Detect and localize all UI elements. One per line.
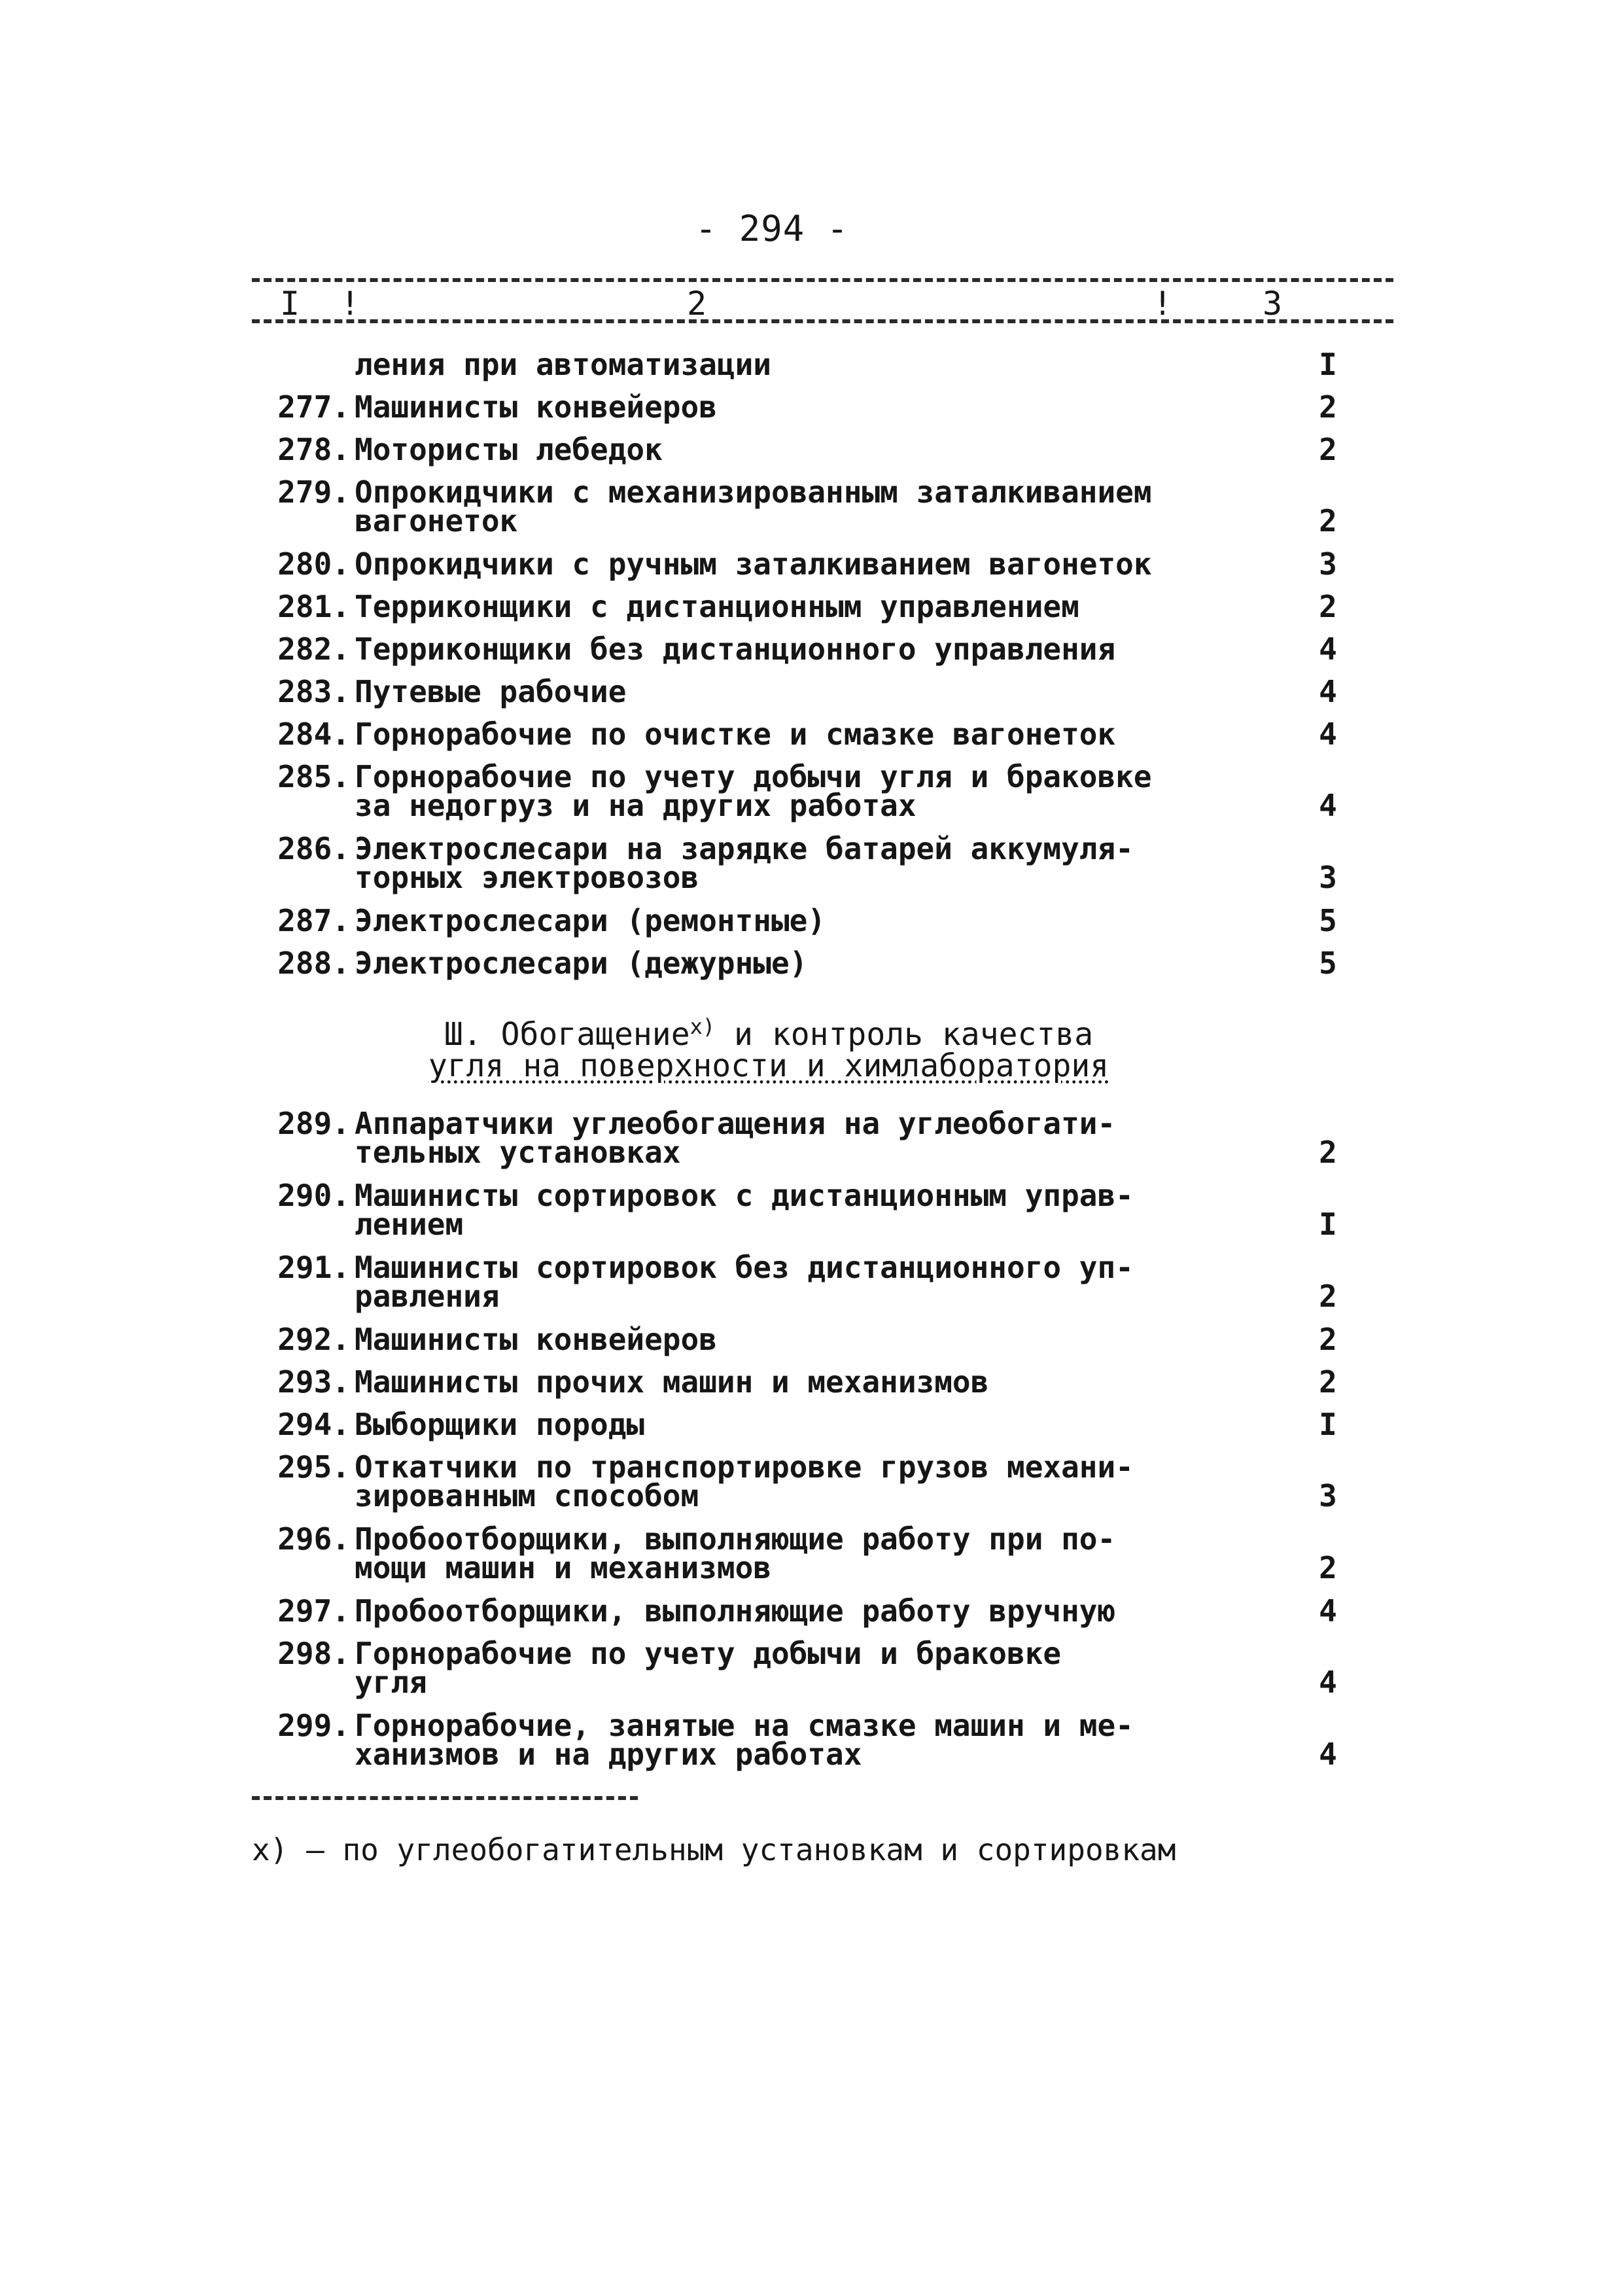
section-heading-text: Ш. Обогащение	[444, 1016, 690, 1053]
row-profession: ления при автоматизации	[355, 347, 771, 382]
row-number: 296.	[277, 1521, 350, 1557]
footnote: х) – по углеобогатительным установкам и сортировкам	[252, 1832, 1176, 1867]
row-profession: Машинисты сортировок с дистанционным управ- лением	[355, 1178, 1134, 1242]
row-category: 4	[1319, 1665, 1337, 1700]
row-number: 292.	[277, 1322, 350, 1357]
row-category: 2	[1319, 503, 1337, 539]
row-number: 293.	[277, 1364, 350, 1400]
row-category: I	[1319, 1407, 1337, 1442]
row-number: 282.	[277, 631, 350, 667]
section-heading-text: и контроль качества	[715, 1016, 1094, 1053]
section-heading-line-1	[393, 1011, 1145, 1053]
row-number: 281.	[277, 589, 350, 624]
row-number: 277.	[277, 389, 350, 425]
row-category: 3	[1319, 860, 1337, 895]
row-category: 4	[1319, 1593, 1337, 1629]
row-profession: Машинисты конвейеров	[355, 389, 717, 425]
row-category: 2	[1319, 1135, 1337, 1170]
row-number: 284.	[277, 716, 350, 752]
row-category: I	[1319, 347, 1337, 382]
row-category: 2	[1319, 1322, 1337, 1357]
row-number: 295.	[277, 1449, 350, 1485]
row-number: 299.	[277, 1708, 350, 1743]
column-header-3: 3	[1263, 285, 1283, 323]
row-number: 280.	[277, 546, 350, 582]
row-profession: Путевые рабочие	[355, 674, 627, 709]
row-profession: Машинисты сортировок без дистанционного уп- равления	[355, 1250, 1134, 1314]
column-separator: !	[1153, 285, 1173, 323]
row-category: 3	[1319, 546, 1337, 582]
footnote-marker: х)	[689, 1014, 716, 1039]
row-category: 3	[1319, 1478, 1337, 1513]
row-profession: Горнорабочие, занятые на смазке машин и ме- ханизмов и на других работах	[355, 1708, 1134, 1772]
row-category: 4	[1319, 674, 1337, 709]
row-profession: Электрослесари (дежурные)	[355, 945, 808, 981]
row-profession: Откатчики по транспортировке грузов механи- зированным способом	[355, 1449, 1134, 1513]
row-category: 2	[1319, 1550, 1337, 1585]
column-header-2: 2	[687, 285, 707, 323]
row-number: 279.	[277, 474, 350, 510]
row-number: 285.	[277, 759, 350, 794]
footnote-rule	[252, 1796, 638, 1800]
row-category: 2	[1319, 589, 1337, 624]
section-heading-line-2: угля на поверхности и химлаборатория	[428, 1048, 1109, 1084]
row-profession: Машинисты конвейеров	[355, 1322, 717, 1357]
row-number: 298.	[277, 1636, 350, 1671]
row-profession: Машинисты прочих машин и механизмов	[355, 1364, 989, 1400]
row-profession: Электрослесари на зарядке батарей аккумуля- торных электровозов	[355, 831, 1134, 895]
row-category: 5	[1319, 945, 1337, 981]
row-profession: Выборщики породы	[355, 1407, 645, 1442]
row-category: 4	[1319, 788, 1337, 823]
row-profession: Горнорабочие по учету добычи угля и браковке за недогруз и на других работах	[355, 759, 1152, 823]
row-number: 283.	[277, 674, 350, 709]
row-category: 5	[1319, 903, 1337, 938]
row-profession: Терриконщики без дистанционного управления	[355, 631, 1116, 667]
row-profession: Пробоотборщики, выполняющие работу при по- мощи машин и механизмов	[355, 1521, 1116, 1585]
row-number: 294.	[277, 1407, 350, 1442]
row-number: 291.	[277, 1250, 350, 1285]
row-profession: Опрокидчики с механизированным заталкиванием вагонеток	[355, 474, 1152, 539]
column-separator: !	[340, 285, 360, 323]
row-category: 2	[1319, 389, 1337, 425]
row-number: 286.	[277, 831, 350, 866]
row-category: 2	[1319, 1279, 1337, 1314]
row-profession: Опрокидчики с ручным заталкиванием вагонеток	[355, 546, 1152, 582]
row-category: 4	[1319, 716, 1337, 752]
row-category: 4	[1319, 1737, 1337, 1772]
row-number: 290.	[277, 1178, 350, 1213]
row-profession: Мотористы лебедок	[355, 432, 663, 467]
row-category: I	[1319, 1207, 1337, 1242]
row-number: 288.	[277, 945, 350, 981]
row-number: 278.	[277, 432, 350, 467]
section-heading	[393, 1011, 1145, 1082]
row-profession: Пробоотборщики, выполняющие работу вручную	[355, 1593, 1116, 1629]
row-profession: Аппаратчики углеобогащения на углеобогати- тельных установках	[355, 1106, 1116, 1170]
row-profession: Терриконщики с дистанционным управлением	[355, 589, 1079, 624]
table-header-bottom-rule	[252, 319, 1393, 323]
row-category: 4	[1319, 631, 1337, 667]
column-header-1: I	[280, 285, 300, 323]
row-number: 289.	[277, 1106, 350, 1141]
row-number: 297.	[277, 1593, 350, 1629]
table-header-top-rule	[252, 278, 1393, 282]
row-category: 2	[1319, 432, 1337, 467]
row-category: 2	[1319, 1364, 1337, 1400]
row-profession: Электрослесари (ремонтные)	[355, 903, 826, 938]
row-number: 287.	[277, 903, 350, 938]
row-profession: Горнорабочие по учету добычи и браковке угля	[355, 1636, 1062, 1700]
page-number: - 294 -	[695, 208, 849, 249]
row-profession: Горнорабочие по очистке и смазке вагонеток	[355, 716, 1116, 752]
